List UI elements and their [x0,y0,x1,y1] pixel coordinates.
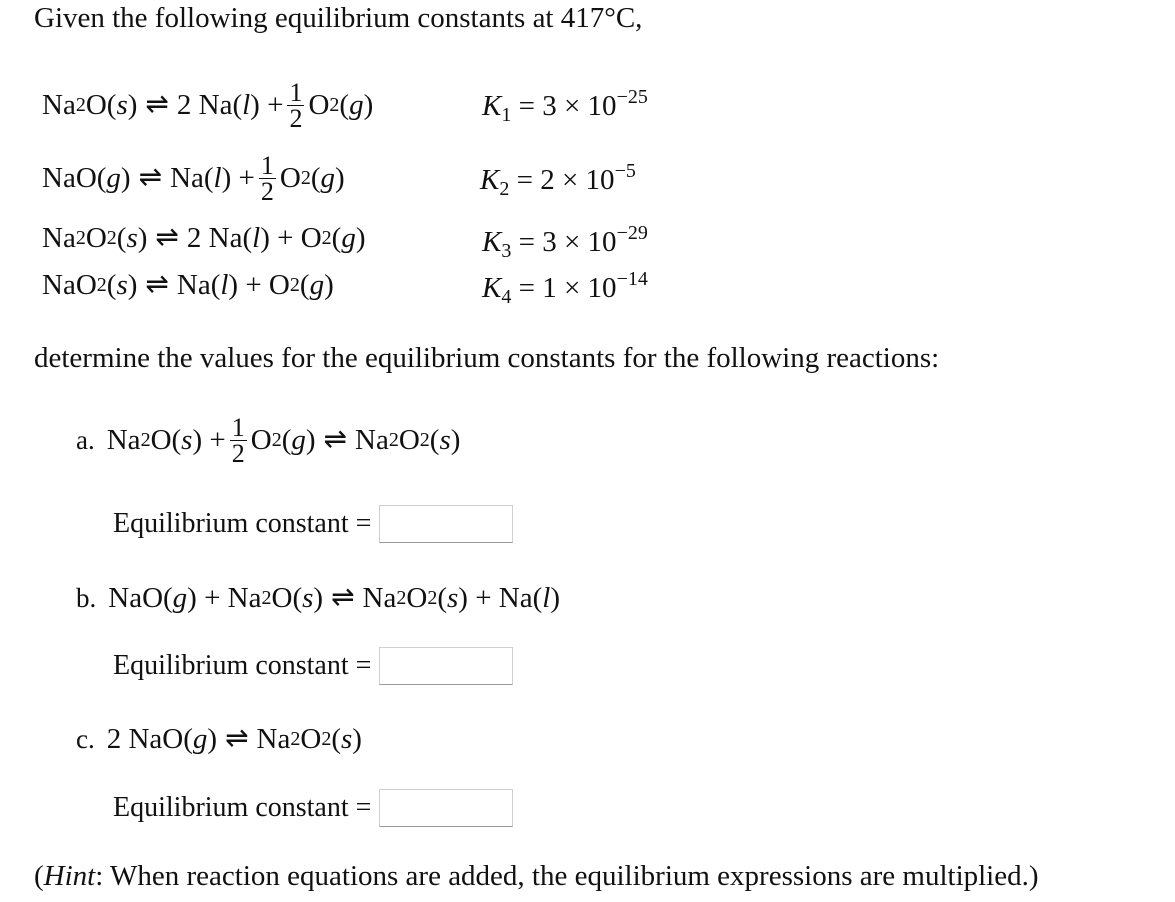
part-b-answer-input[interactable] [379,647,513,685]
k1-value: $K_1 = 3 \times 10^{-25}$ [482,86,648,126]
part-b-label: b. [76,582,97,613]
equilibrium-arrow-icon: ⇌ [225,723,249,754]
part-b-answer-row [113,647,513,685]
equilibrium-arrow-icon: ⇌ [155,222,179,253]
given-equation-4: NaO 2 ( s ) ⇌ Na( l ) + O 2 ( g ) [42,268,334,301]
part-a-answer-row [113,505,513,543]
part-b-reaction: b. NaO( g ) + Na 2 O( s ) ⇌ Na 2 O 2 ( s ) + Na( l ) [76,581,561,614]
equilibrium-arrow-icon: ⇌ [145,269,169,300]
part-c-label: c. [76,723,95,754]
hint-text: (Hint: When reaction equations are added, the equilibrium expressions are multiplied.) [34,860,1039,892]
k4-value: $K_4 = 1 \times 10^{-14}$ [482,268,648,308]
intro-text: Given the following equilibrium constants at 417°C, [34,2,643,34]
part-a-reaction: a. Na 2 O( s ) + $\frac{1}{2}$ O 2 ( g ) ⇌ Na 2 O 2 ( s ) [76,412,461,468]
fraction-one-half: $\frac{1}{2}$ [260,150,274,206]
given-equation-1: Na 2 O( s ) ⇌ 2 Na( l ) + $\frac{1}{2}$ O 2 ( g ) [42,77,374,133]
equilibrium-arrow-icon: ⇌ [331,582,355,613]
fraction-one-half: $\frac{1}{2}$ [289,77,303,133]
equilibrium-arrow-icon: ⇌ [145,89,169,120]
determine-text: determine the values for the equilibrium constants for the following reactions: [34,342,940,374]
given-equation-3: Na 2 O 2 ( s ) ⇌ 2 Na( l ) + O 2 ( g ) [42,221,366,254]
equilibrium-arrow-icon: ⇌ [323,424,347,455]
k3-value: $K_3 = 3 \times 10^{-29}$ [482,222,648,262]
part-a-answer-input[interactable] [379,505,513,543]
equilibrium-arrow-icon: ⇌ [138,162,163,193]
part-a-label: a. [76,424,95,455]
part-c-answer-input[interactable] [379,789,513,827]
part-c-answer-row [113,789,513,827]
part-c-reaction: c. 2 NaO( g ) ⇌ Na 2 O 2 ( s ) [76,722,362,755]
part-b-answer-label: Equilibrium constant = [113,650,372,681]
part-a-answer-label: Equilibrium constant = [113,508,372,539]
part-c-answer-label: Equilibrium constant = [113,792,372,823]
k2-value: $K_2 = 2 \times 10^{-5}$ [480,160,636,200]
given-equation-2: NaO( g ) ⇌ Na( l ) + $\frac{1}{2}$ O 2 ( g ) [42,150,345,206]
fraction-one-half: $\frac{1}{2}$ [231,412,245,468]
